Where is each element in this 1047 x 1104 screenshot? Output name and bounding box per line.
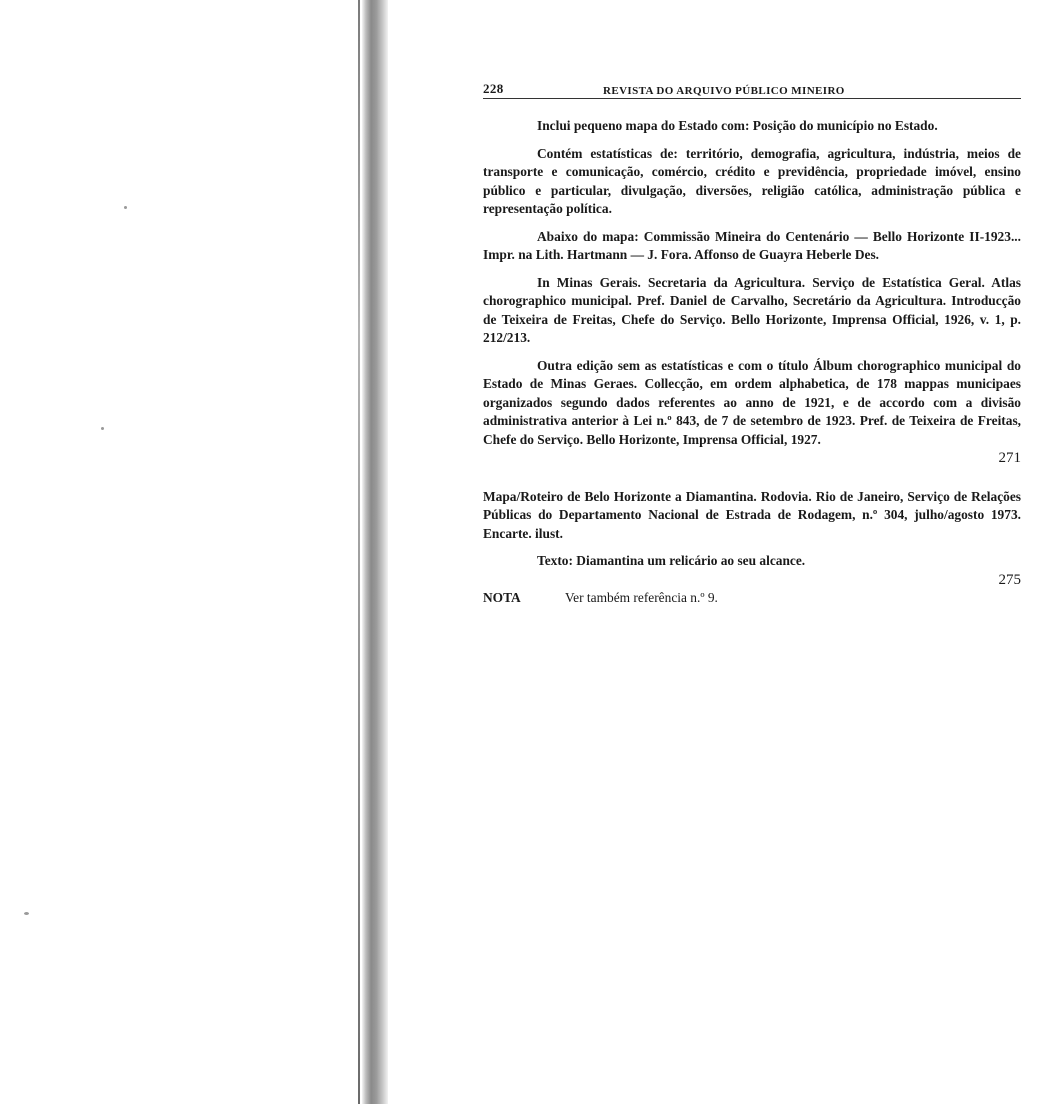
nota-line — [483, 589, 1021, 608]
page-header — [483, 78, 1021, 99]
entry-number: 271 — [998, 450, 1021, 466]
scan-speck — [24, 912, 29, 915]
entry-paragraph: Abaixo do mapa: Commissão Mineira do Centenário — Bello Horizonte II-1923... Impr. na Lith. Hartmann — J. Fora. Affonso de Guayra Heberle Des. — [483, 228, 1021, 262]
running-title: REVISTA DO ARQUIVO PÚBLICO MINEIRO — [603, 85, 845, 97]
entry-paragraph: Contém estatísticas de: território, demografia, agricultura, indústria, meios de transporte e comunicação, comércio, crédito e previdência, propriedade imóvel, ensino público e particular, divulgação, diversões, religião católica, administração pública e representação política. — [483, 145, 1021, 216]
scan-speck — [101, 427, 104, 430]
entry-title-paragraph: Mapa/Roteiro de Belo Horizonte a Diamantina. Rodovia. Rio de Janeiro, Serviço de Relações Públicas do Departamento Nacional de Estrada de Rodagem, n.º 304, julho/agosto 1973. Encarte. ilust. — [483, 488, 1021, 541]
nota-label: NOTA — [483, 590, 521, 605]
scan-speck — [124, 206, 127, 209]
book-spine-edge — [358, 0, 360, 1104]
entry-paragraph: Texto: Diamantina um relicário ao seu alcance. — [537, 553, 806, 568]
page-number: 228 — [483, 81, 504, 96]
entry-paragraph: Outra edição sem as estatísticas e com o título Álbum chorographico municipal do Estado de Minas Geraes. Collecção, em ordem alphabetica, de 178 mappas municipaes organizados segundo dados referentes ao anno de 1921, e de accordo com a divisão administrativa anterior à Lei n.º 843, de 7 de setembro de 1923. Pref. de Teixeira de Freitas, Chefe do Serviço. Bello Horizonte, Imprensa Official, 1927. — [483, 357, 1021, 447]
document-page — [483, 78, 1021, 608]
book-spine — [362, 0, 388, 1104]
entry-number: 275 — [998, 571, 1021, 588]
nota-text: Ver também referência n.º 9. — [565, 590, 718, 605]
entry-paragraph: In Minas Gerais. Secretaria da Agricultura. Serviço de Estatística Geral. Atlas chorographico municipal. Pref. Daniel de Carvalho, Secretário da Agricultura. Introducção de Teixeira de Freitas, Chefe do Serviço. Bello Horizonte, Imprensa Official, 1926, v. 1, p. 212/213. — [483, 274, 1021, 345]
entry-paragraph: Inclui pequeno mapa do Estado com: Posição do município no Estado. — [537, 118, 938, 133]
